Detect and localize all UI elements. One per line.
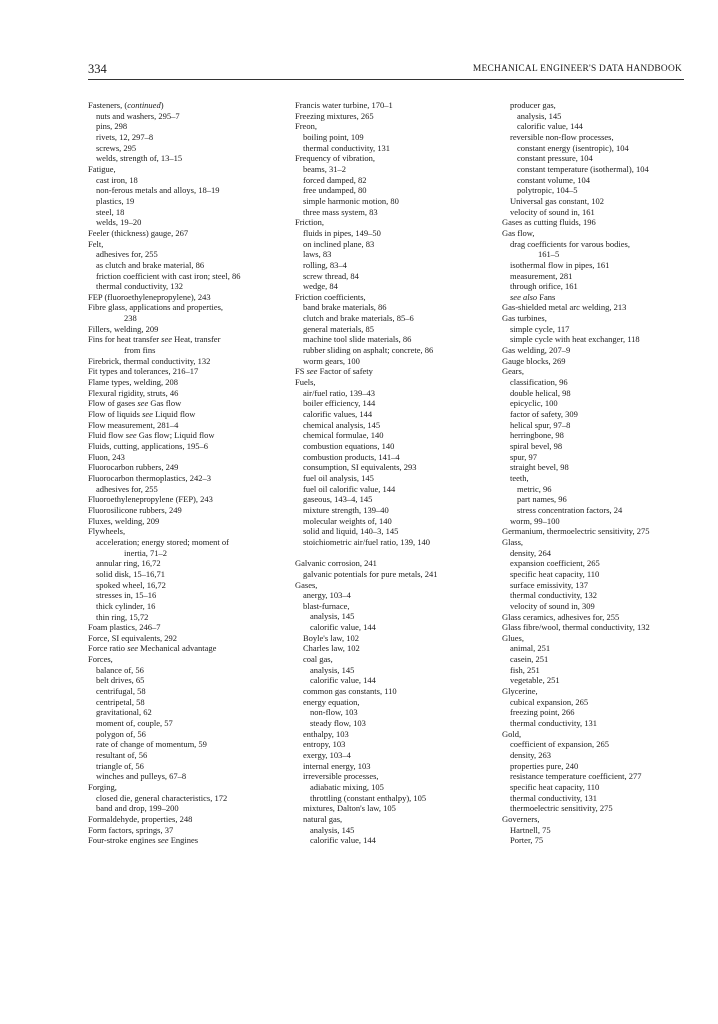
index-subentry: thermal conductivity, 132 <box>510 590 598 601</box>
index-entry-continuation: 161–5 <box>538 249 560 260</box>
index-subentry: steady flow, 103 <box>310 718 366 729</box>
index-subentry: forced damped, 82 <box>303 174 367 185</box>
index-heading-entry: Forging, <box>88 782 117 792</box>
index-heading-entry: Glues, <box>502 632 524 643</box>
index-subentry: calorific value, 144 <box>310 622 376 633</box>
index-subentry: consumption, SI equivalents, 293 <box>303 462 417 473</box>
index-heading-entry: Governers, <box>502 813 540 824</box>
index-subentry: boiler efficiency, 144 <box>303 398 376 409</box>
index-subentry: analysis, 145 <box>517 110 562 121</box>
index-subentry: rate of change of momentum, 59 <box>96 739 207 750</box>
index-entry-continuation: inertia, 71–2 <box>124 547 167 558</box>
index-heading-entry: Force, SI equivalents, 292 <box>88 632 177 643</box>
index-heading-entry: Flow of liquids see Liquid flow <box>88 409 196 420</box>
index-subentry: calorific value, 144 <box>310 835 376 846</box>
index-subentry: centrifugal, 58 <box>96 686 146 697</box>
index-subentry: galvanic potentials for pure metals, 241 <box>303 568 438 579</box>
index-subentry: pins, 298 <box>96 121 128 132</box>
index-subentry: specific heat capacity, 110 <box>510 568 600 579</box>
index-heading-entry: Flow of gases see Gas flow <box>88 398 182 409</box>
index-subentry: constant energy (isentropic), 104 <box>517 142 629 153</box>
index-subentry: velocity of sound in, 309 <box>510 600 595 611</box>
index-subentry: clutch and brake materials, 85–6 <box>303 313 414 324</box>
index-subentry: thermoelectric sensitivity, 275 <box>510 803 613 814</box>
index-heading-entry: Flywheels, <box>88 526 126 537</box>
index-subentry: plastics, 19 <box>96 195 135 206</box>
index-subentry: common gas constants, 110 <box>303 686 397 697</box>
index-subentry: adhesives for, 255 <box>96 483 158 494</box>
index-subentry: constant temperature (isothermal), 104 <box>517 163 649 174</box>
index-heading-entry: Fluorocarbon rubbers, 249 <box>88 462 179 473</box>
index-subentry: free undamped, 80 <box>303 185 367 196</box>
index-subentry: on inclined plane, 83 <box>303 238 375 249</box>
page-number: 334 <box>88 62 107 76</box>
index-subentry: as clutch and brake material, 86 <box>96 259 205 270</box>
index-heading-entry: Feeler (thickness) gauge, 267 <box>88 227 189 238</box>
index-subentry: specific heat capacity, 110 <box>510 782 600 792</box>
index-subentry: Boyle's law, 102 <box>303 632 359 643</box>
index-subentry: fuel oil calorific value, 144 <box>303 483 396 494</box>
index-subentry: adhesives for, 255 <box>96 249 158 260</box>
index-subentry: combustion products, 141–4 <box>303 451 400 462</box>
index-heading-entry: Fasteners, (continued) <box>88 100 164 110</box>
index-heading-entry: Flame types, welding, 208 <box>88 377 178 388</box>
index-heading-entry: Gases as cutting fluids, 196 <box>502 217 596 228</box>
index-entry-continuation: 238 <box>124 313 137 324</box>
index-heading-entry: Gas flow, <box>502 227 535 238</box>
index-subentry: energy equation, <box>303 696 360 707</box>
index-subentry: fluids in pipes, 149–50 <box>303 227 381 238</box>
index-heading-entry: Flow measurement, 281–4 <box>88 419 179 430</box>
index-column-1 <box>88 100 293 846</box>
index-subentry: winches and pulleys, 67–8 <box>96 771 187 782</box>
index-subentry: metric, 96 <box>517 483 552 494</box>
index-subentry: simple cycle, 117 <box>510 323 570 334</box>
index-subentry: general materials, 85 <box>303 323 375 334</box>
index-subentry: belt drives, 65 <box>96 675 145 686</box>
index-subentry: coal gas, <box>303 654 333 665</box>
index-heading-entry: Fluxes, welding, 209 <box>88 515 160 526</box>
index-subentry: teeth, <box>510 472 529 483</box>
index-heading-entry: Gold, <box>502 728 522 739</box>
index-subentry: rubber sliding on asphalt; concrete, 86 <box>303 345 434 356</box>
index-subentry: steel, 18 <box>96 206 125 217</box>
index-subentry: spur, 97 <box>510 451 538 462</box>
index-heading-entry: Friction, <box>295 217 325 228</box>
index-subentry: surface emissivity, 137 <box>510 579 589 590</box>
index-subentry: stress concentration factors, 24 <box>517 504 623 515</box>
index-heading-entry: Fibre glass, applications and properties, <box>88 302 224 313</box>
index-subentry: gaseous, 143–4, 145 <box>303 494 373 505</box>
index-heading-entry: Form factors, springs, 37 <box>88 824 174 835</box>
index-subentry: casein, 251 <box>510 654 549 665</box>
index-heading-entry: Fluoroethylenepropylene (FEP), 243 <box>88 494 213 505</box>
index-heading-entry: Friction coefficients, <box>295 291 366 302</box>
index-subentry: helical spur, 97–8 <box>510 419 571 430</box>
index-heading-entry: Germanium, thermoelectric sensitivity, 275 <box>502 526 650 537</box>
index-subentry: calorific value, 144 <box>310 675 376 686</box>
index-subentry: non-flow, 103 <box>310 707 358 718</box>
index-heading-entry: Fluorosilicone rubbers, 249 <box>88 504 182 515</box>
index-subentry: mixtures, Dalton's law, 105 <box>303 803 396 814</box>
index-subentry: throttling (constant enthalpy), 105 <box>310 792 427 803</box>
index-subentry: thin ring, 15,72 <box>96 611 149 622</box>
index-subentry: air/fuel ratio, 139–43 <box>303 387 375 398</box>
index-subentry: blast-furnace, <box>303 600 350 611</box>
index-heading-entry: Glass ceramics, adhesives for, 255 <box>502 611 620 622</box>
index-heading-entry: Freezing mixtures, 265 <box>295 110 374 121</box>
index-subentry: solid and liquid, 140–3, 145 <box>303 526 399 537</box>
index-heading-entry: Fit types and tolerances, 216–17 <box>88 366 199 377</box>
index-subentry: double helical, 98 <box>510 387 571 398</box>
index-subentry: mixture strength, 139–40 <box>303 504 389 515</box>
index-subentry: natural gas, <box>303 813 343 824</box>
index-subentry: enthalpy, 103 <box>303 728 349 739</box>
index-subentry: solid disk, 15–16,71 <box>96 568 165 579</box>
index-subentry: expansion coefficient, 265 <box>510 558 600 569</box>
index-subentry: stresses in, 15–16 <box>96 590 157 601</box>
index-subentry: chemical analysis, 145 <box>303 419 381 430</box>
index-subentry: band brake materials, 86 <box>303 302 387 313</box>
header-rule <box>88 79 684 80</box>
index-subentry: Charles law, 102 <box>303 643 360 654</box>
index-subentry: annular ring, 16,72 <box>96 558 161 569</box>
index-subentry: freezing point, 266 <box>510 707 575 718</box>
index-subentry: factor of safety, 309 <box>510 409 578 420</box>
index-subentry: cast iron, 18 <box>96 174 138 185</box>
index-subentry: polygon of, 56 <box>96 728 146 739</box>
index-subentry: producer gas, <box>510 100 556 110</box>
index-heading-entry: Gas-shielded metal arc welding, 213 <box>502 302 627 313</box>
index-heading-entry: Glass fibre/wool, thermal conductivity, 132 <box>502 622 650 633</box>
index-subentry: irreversible processes, <box>303 771 379 782</box>
index-heading-entry: Gears, <box>502 366 524 377</box>
index-heading-entry: Frequency of vibration, <box>295 153 376 164</box>
index-subentry: spiral bevel, 98 <box>510 441 563 451</box>
index-subentry: worm, 99–100 <box>510 515 560 526</box>
index-subentry: drag coefficients for varous bodies, <box>510 238 630 249</box>
index-subentry: welds, 19–20 <box>96 217 142 228</box>
index-subentry: through orifice, 161 <box>510 281 578 292</box>
index-subentry: constant pressure, 104 <box>517 153 593 164</box>
index-heading-entry: Gas turbines, <box>502 313 547 324</box>
index-subentry: velocity of sound in, 161 <box>510 206 595 217</box>
index-subentry: spoked wheel, 16,72 <box>96 579 166 590</box>
index-subentry: beams, 31–2 <box>303 163 346 174</box>
index-heading-entry: Fluids, cutting, applications, 195–6 <box>88 441 208 451</box>
index-heading-entry: Flexural rigidity, struts, 46 <box>88 387 179 398</box>
index-subentry: measurement, 281 <box>510 270 573 281</box>
index-subentry: anergy, 103–4 <box>303 590 351 601</box>
index-heading-entry: Freon, <box>295 121 317 132</box>
index-subentry: isothermal flow in pipes, 161 <box>510 259 610 270</box>
index-subentry: analysis, 145 <box>310 824 355 835</box>
index-subentry: combustion equations, 140 <box>303 441 395 451</box>
index-subentry: analysis, 145 <box>310 611 355 622</box>
index-heading-entry: Fluid flow see Gas flow; Liquid flow <box>88 430 215 441</box>
index-subentry: herringbone, 98 <box>510 430 564 441</box>
index-subentry: properties pure, 240 <box>510 760 579 771</box>
index-subentry: coefficient of expansion, 265 <box>510 739 609 750</box>
index-subentry: laws, 83 <box>303 249 332 260</box>
index-heading-entry: Fuels, <box>295 377 316 388</box>
index-subentry: acceleration; energy stored; moment of <box>96 536 229 547</box>
index-subentry: gravitational, 62 <box>96 707 152 718</box>
index-subentry: density, 264 <box>510 547 552 558</box>
index-subentry: screw thread, 84 <box>303 270 359 281</box>
index-subentry: calorific value, 144 <box>517 121 583 132</box>
index-subentry: simple harmonic motion, 80 <box>303 195 399 206</box>
index-subentry: thermal conductivity, 132 <box>96 281 184 292</box>
index-subentry: Universal gas constant, 102 <box>510 195 604 206</box>
index-subentry: analysis, 145 <box>310 664 355 675</box>
index-subentry: Hartnell, 75 <box>510 824 551 835</box>
index-subentry: screws, 295 <box>96 142 137 153</box>
index-heading-entry: Felt, <box>88 238 104 249</box>
index-subentry: constant volume, 104 <box>517 174 590 185</box>
index-subentry: classification, 96 <box>510 377 568 388</box>
index-heading-entry: Glycerine, <box>502 686 538 697</box>
index-subentry: worm gears, 100 <box>303 355 360 366</box>
index-heading-entry: Four-stroke engines see Engines <box>88 835 199 846</box>
index-subentry: rolling, 83–4 <box>303 259 347 270</box>
index-heading-entry: Fins for heat transfer see Heat, transfer <box>88 334 221 345</box>
index-subentry: chemical formulae, 140 <box>303 430 384 441</box>
index-subentry: thermal conductivity, 131 <box>510 718 598 729</box>
index-subentry: molecular weights of, 140 <box>303 515 392 526</box>
index-heading-entry: FEP (fluoroethylenepropylene), 243 <box>88 291 211 302</box>
index-subentry: resistance temperature coefficient, 277 <box>510 771 642 782</box>
index-subentry: Porter, 75 <box>510 835 544 846</box>
index-entry-continuation: from fins <box>124 345 156 356</box>
index-subentry: stoichiometric air/fuel ratio, 139, 140 <box>303 536 430 547</box>
index-subentry: vegetable, 251 <box>510 675 560 686</box>
index-heading-entry: Gauge blocks, 269 <box>502 355 566 366</box>
index-subentry: thermal conductivity, 131 <box>510 792 598 803</box>
index-subentry: boiling point, 109 <box>303 131 364 142</box>
index-heading-entry: Fluorocarbon thermoplastics, 242–3 <box>88 472 211 483</box>
index-heading-entry: FS see Factor of safety <box>295 366 373 377</box>
index-subentry: cubical expansion, 265 <box>510 696 589 707</box>
index-subentry: fish, 251 <box>510 664 540 675</box>
index-heading-entry: Force ratio see Mechanical advantage <box>88 643 217 654</box>
index-subentry: calorific values, 144 <box>303 409 373 420</box>
index-subentry: reversible non-flow processes, <box>510 131 614 142</box>
running-head-title: MECHANICAL ENGINEER'S DATA HANDBOOK <box>472 64 682 74</box>
index-subentry: nuts and washers, 295–7 <box>96 110 180 121</box>
index-subentry: simple cycle with heat exchanger, 118 <box>510 334 640 345</box>
index-heading-entry: Foam plastics, 246–7 <box>88 622 161 633</box>
index-subentry: welds, strength of, 13–15 <box>96 153 183 164</box>
index-heading-entry: Fatigue, <box>88 163 116 174</box>
index-subentry: exergy, 103–4 <box>303 750 351 761</box>
index-subentry: see also Fans <box>510 291 556 302</box>
index-subentry: entropy, 103 <box>303 739 346 750</box>
index-subentry: straight bevel, 98 <box>510 462 569 473</box>
index-heading-entry: Forces, <box>88 654 113 665</box>
index-subentry: part names, 96 <box>517 494 567 505</box>
index-heading-entry: Firebrick, thermal conductivity, 132 <box>88 355 211 366</box>
index-subentry: triangle of, 56 <box>96 760 144 771</box>
index-column-2 <box>295 100 500 846</box>
index-subentry: band and drop, 199–200 <box>96 803 179 814</box>
index-subentry: closed die, general characteristics, 172 <box>96 792 228 803</box>
index-heading-entry: Galvanic corrosion, 241 <box>295 558 377 569</box>
index-subentry: balance of, 56 <box>96 664 144 675</box>
index-subentry: internal energy, 103 <box>303 760 371 771</box>
index-subentry: wedge, 84 <box>303 281 338 292</box>
index-column-3 <box>502 100 692 846</box>
index-subentry: polytropic, 104–5 <box>517 185 578 196</box>
index-heading-entry: Gas welding, 207–9 <box>502 345 571 356</box>
index-subentry: thick cylinder, 16 <box>96 600 156 611</box>
index-subentry: adiabatic mixing, 105 <box>310 781 384 792</box>
index-subentry: non-ferous metals and alloys, 18–19 <box>96 185 220 196</box>
index-subentry: thermal conductivity, 131 <box>303 142 391 153</box>
index-subentry: friction coefficient with cast iron; steel, 86 <box>96 270 241 281</box>
index-subentry: fuel oil analysis, 145 <box>303 472 374 483</box>
index-subentry: animal, 251 <box>510 643 551 654</box>
index-heading-entry: Fluon, 243 <box>88 451 125 462</box>
index-heading-entry: Fillers, welding, 209 <box>88 323 159 334</box>
index-subentry: resultant of, 56 <box>96 750 148 761</box>
index-subentry: three mass system, 83 <box>303 206 378 217</box>
index-subentry: machine tool slide materials, 86 <box>303 334 412 345</box>
index-heading-entry: Gases, <box>295 579 318 590</box>
index-heading-entry: Glass, <box>502 536 524 547</box>
index-subentry: centripetal, 58 <box>96 696 145 707</box>
index-subentry: density, 263 <box>510 750 552 761</box>
index-subentry: moment of, couple, 57 <box>96 718 173 729</box>
index-heading-entry: Formaldehyde, properties, 248 <box>88 813 193 824</box>
index-subentry: epicyclic, 100 <box>510 398 558 409</box>
index-heading-entry: Francis water turbine, 170–1 <box>295 100 393 110</box>
index-subentry: rivets, 12, 297–8 <box>96 131 154 142</box>
